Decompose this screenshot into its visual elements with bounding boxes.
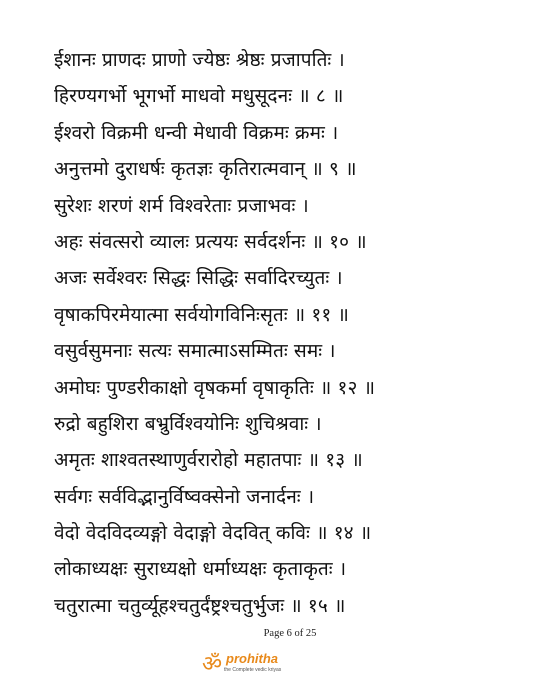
verse-line: अमोघः पुण्डरीकाक्षो वृषकर्मा वृषाकृतिः ॥ १२ ॥	[54, 376, 376, 399]
page-number: Page 6 of 25	[263, 628, 317, 639]
prohitha-logo	[200, 650, 290, 676]
logo-tagline: the Complete vedic kriyas	[224, 667, 282, 673]
verse-line: अहः संवत्सरो व्यालः प्रत्ययः सर्वदर्शनः ॥ १० ॥	[54, 230, 367, 253]
verse-line: लोकाध्यक्षः सुराध्यक्षो धर्माध्यक्षः कृताकृतः ।	[54, 558, 347, 581]
verse-line: हिरण्यगर्भो भूगर्भो माधवो मधुसूदनः ॥ ८ ॥	[54, 85, 344, 108]
verse-line: सुरेशः शरणं शर्म विश्वरेताः प्रजाभवः ।	[54, 194, 309, 217]
verse-line: वसुर्वसुमनाः सत्यः समात्माऽसम्मितः समः ।	[54, 340, 336, 363]
verse-line: वेदो वेदविदव्यङ्गो वेदाङ्गो वेदवित् कविः ॥ १४ ॥	[54, 522, 372, 545]
logo-name: prohitha	[226, 651, 278, 666]
verse-line: अजः सर्वेश्वरः सिद्धः सिद्धिः सर्वादिरच्युतः ।	[54, 267, 343, 290]
verse-line: वृषाकपिरमेयात्मा सर्वयोगविनिःसृतः ॥ ११ ॥	[54, 303, 349, 326]
verse-line: ईश्वरो विक्रमी धन्वी मेधावी विक्रमः क्रमः ।	[54, 121, 339, 144]
verse-line: सर्वगः सर्वविद्भानुर्विष्वक्सेनो जनार्दनः ।	[54, 485, 315, 508]
verse-line: चतुरात्मा चतुर्व्यूहश्चतुर्दंष्ट्रश्चतुर्भुजः ॥ १५ ॥	[54, 594, 346, 617]
page-footer	[0, 628, 550, 639]
verse-line: रुद्रो बहुशिरा बभ्रुर्विश्वयोनिः शुचिश्रवाः ।	[54, 412, 322, 435]
verse-block	[54, 42, 514, 624]
verse-line: अनुत्तमो दुराधर्षः कृतज्ञः कृतिरात्मवान् ॥ ९ ॥	[54, 158, 357, 181]
verse-line: ईशानः प्राणदः प्राणो ज्येष्ठः श्रेष्ठः प्रजापतिः ।	[54, 49, 345, 71]
verse-line: अमृतः शाश्वतस्थाणुर्वरारोहो महातपाः ॥ १३ ॥	[54, 449, 363, 472]
om-icon: ॐ	[202, 652, 223, 677]
